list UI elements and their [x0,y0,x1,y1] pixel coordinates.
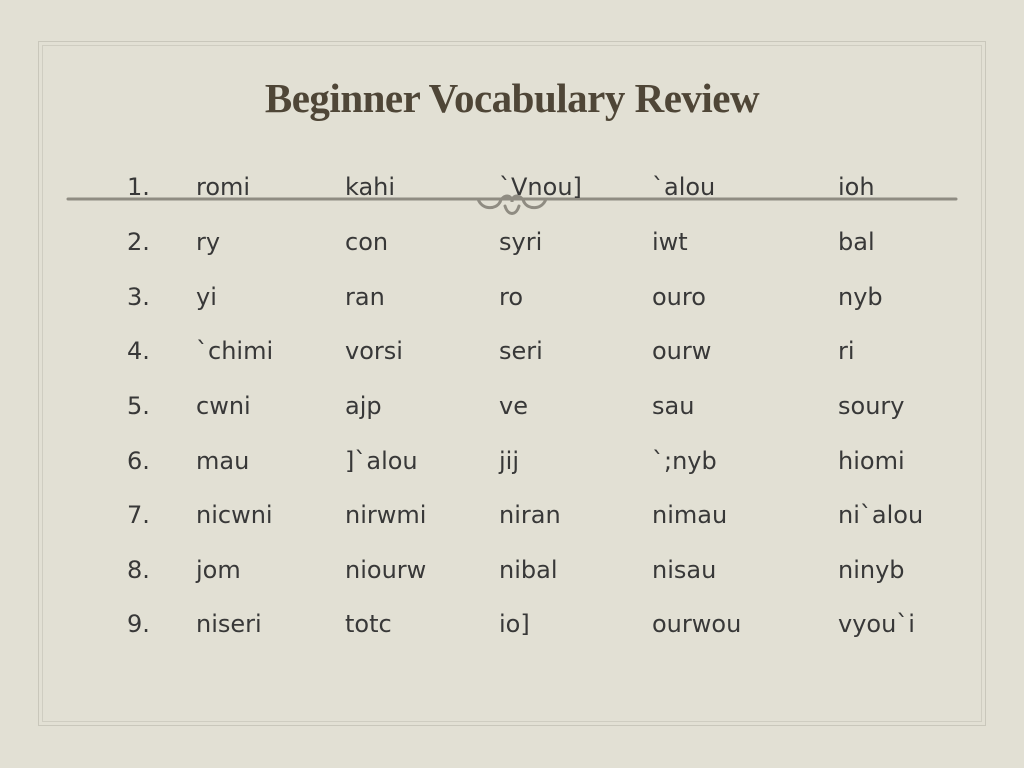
vocab-word: `;nyb [652,447,717,475]
vocab-word: nirwmi [345,501,427,529]
vocab-word: hiomi [838,447,905,475]
table-row [0,160,1024,214]
row-number: 9. [127,610,150,638]
vocab-word: niourw [345,556,427,584]
row-number: 6. [127,447,150,475]
vocab-word: vyou`i [838,610,915,638]
vocab-word: nyb [838,283,883,311]
vocab-word: ry [196,228,221,256]
table-row [0,597,1024,651]
vocab-word: ouro [652,283,706,311]
row-number: 8. [127,556,150,584]
vocab-word: nisau [652,556,717,584]
table-row [0,324,1024,378]
vocab-word: jom [196,556,241,584]
row-number: 2. [127,228,150,256]
table-row [0,543,1024,597]
vocab-word: `alou [652,173,716,201]
vocab-word: ni`alou [838,501,924,529]
vocab-word: ran [345,283,385,311]
table-row [0,379,1024,433]
row-number: 1. [127,173,150,201]
vocab-word: vorsi [345,337,403,365]
vocab-word: ro [499,283,524,311]
table-row [0,215,1024,269]
vocab-word: niseri [196,610,262,638]
vocab-word: `Vnou] [499,173,582,201]
vocab-word: ourwou [652,610,742,638]
vocab-word: ajp [345,392,382,420]
vocab-word: sau [652,392,695,420]
row-number: 3. [127,283,150,311]
vocab-word: kahi [345,173,396,201]
vocab-word: niran [499,501,561,529]
vocab-word: ve [499,392,528,420]
vocab-word: nibal [499,556,558,584]
slide-title: Beginner Vocabulary Review [264,75,760,121]
vocab-word: con [345,228,389,256]
vocab-word: ioh [838,173,875,201]
vocab-word: soury [838,392,905,420]
vocab-word: bal [838,228,875,256]
vocab-word: `chimi [196,337,274,365]
vocab-word: ninyb [838,556,905,584]
vocab-word: nimau [652,501,728,529]
vocab-word: io] [499,610,530,638]
vocab-word: yi [196,283,217,311]
table-row [0,434,1024,488]
vocab-word: seri [499,337,543,365]
row-number: 5. [127,392,150,420]
vocab-word: totc [345,610,392,638]
vocab-word: jij [499,447,520,475]
row-number: 7. [127,501,150,529]
vocab-word: cwni [196,392,251,420]
vocab-word: ]`alou [345,447,418,475]
table-row [0,488,1024,542]
vocab-word: syri [499,228,543,256]
vocab-word: iwt [652,228,688,256]
row-number: 4. [127,337,150,365]
vocab-word: nicwni [196,501,273,529]
vocab-word: romi [196,173,251,201]
vocab-word: ri [838,337,855,365]
table-row [0,270,1024,324]
vocab-word: ourw [652,337,712,365]
vocab-word: mau [196,447,250,475]
